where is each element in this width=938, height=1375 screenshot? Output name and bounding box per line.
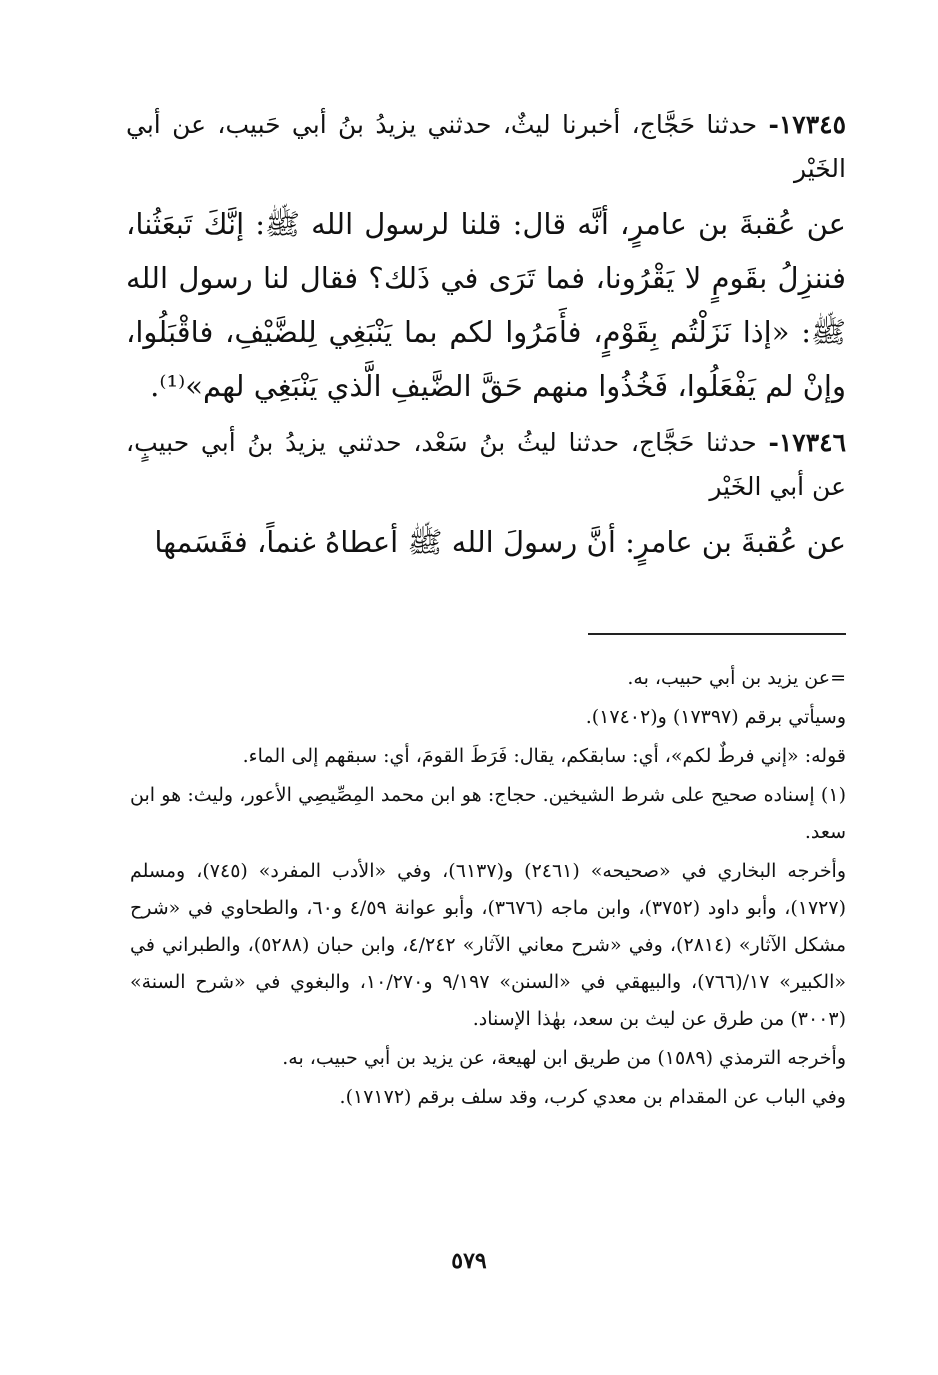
footnote-line: وأخرجه الترمذي (١٥٨٩) من طريق ابن لهيعة، عن يزيد بن أبي حبيب، به. [282, 1047, 846, 1069]
footnote-line: =عن يزيد بن أبي حبيب، به. [627, 667, 846, 689]
main-text [126, 103, 846, 577]
footnote-separator [588, 633, 846, 635]
footnote-line: وسيأتي برقم (١٧٣٩٧) و(١٧٤٠٢). [585, 706, 846, 728]
footnote-line: قوله: «إني فرطٌ لكم»، أي: سابقكم، يقال: فَرَطَ القومَ، أي: سبقهم إلى الماء. [242, 745, 846, 767]
footnotes [130, 660, 846, 1118]
hadith-number: ١٧٣٤٦- [768, 428, 847, 457]
hadith-matn: عن عُقبةَ بن عامرٍ: أنَّ رسولَ الله ﷺ أعطاهُ غنماً، فقَسَمها [154, 525, 846, 559]
footnote-line: وأخرجه البخاري في «صحيحه» (٢٤٦١) و(٦١٣٧)، وفي «الأدب المفرد» (٧٤٥)، ومسلم (١٧٢٧)، وأبو داود (٣٧٥٢)، وابن ماجه (٣٦٧٦)، وأبو عوانة ٤/٥٩ و٦٠، والطحاوي في «شرح مشكل الآثار» (٢٨١٤)، وفي «شرح معاني الآثار» ٤/٢٤٢، وابن حبان (٥٢٨٨)، والطبراني في «الكبير» ١٧/(٧٦٦)، والبيهقي في «السنن» ٩/١٩٧ و١٠/٢٧٠، والبغوي في «شرح السنة» (٣٠٠٣) من طرق عن ليث بن سعد، بهٰذا الإسناد. [130, 860, 847, 1030]
isnad-text: حدثنا حَجَّاج، حدثنا ليثُ بنُ سَعْد، حدثني يزيدُ بنُ أبي حبيبٍ، عن أبي الخَيْر [126, 428, 846, 501]
isnad-text: حدثنا حَجَّاج، أخبرنا ليثٌ، حدثني يزيدُ بنُ أبي حَبيب، عن أبي الخَيْر [126, 110, 846, 183]
page-number: ٥٧٩ [451, 1248, 487, 1274]
hadith-number: ١٧٣٤٥- [768, 110, 846, 139]
footnote-line: وفي الباب عن المقدام بن معدي كرب، وقد سلف برقم (١٧١٧٢). [339, 1086, 846, 1108]
hadith-isnad [126, 421, 846, 509]
hadith-matn: عن عُقبةَ بن عامرٍ، أنَّه قال: قلنا لرسول الله ﷺ: إنَّكَ تَبعَثُنا، فننزِلُ بقَومٍ لا يَقْرُونا، فما تَرَى في ذَلك؟ فقال لنا رسول الله ﷺ: «إذا نَزَلْتُم بِقَوْمٍ، فأَمَرُوا لكم بما يَنْبَغِي لِلضَّيْفِ، فاقْبَلُوا، وإنْ لم يَفْعَلُوا، فَخُذُوا منهم حَقَّ الضَّيفِ الَّذي يَنْبَغِي لهم»⁽¹⁾. [126, 207, 846, 403]
footnote-line: (١) إسناده صحيح على شرط الشيخين. حجاج: هو ابن محمد المِصِّيصِي الأعور، وليث: هو ابن سعد. [130, 784, 846, 843]
hadith-isnad [126, 103, 846, 191]
